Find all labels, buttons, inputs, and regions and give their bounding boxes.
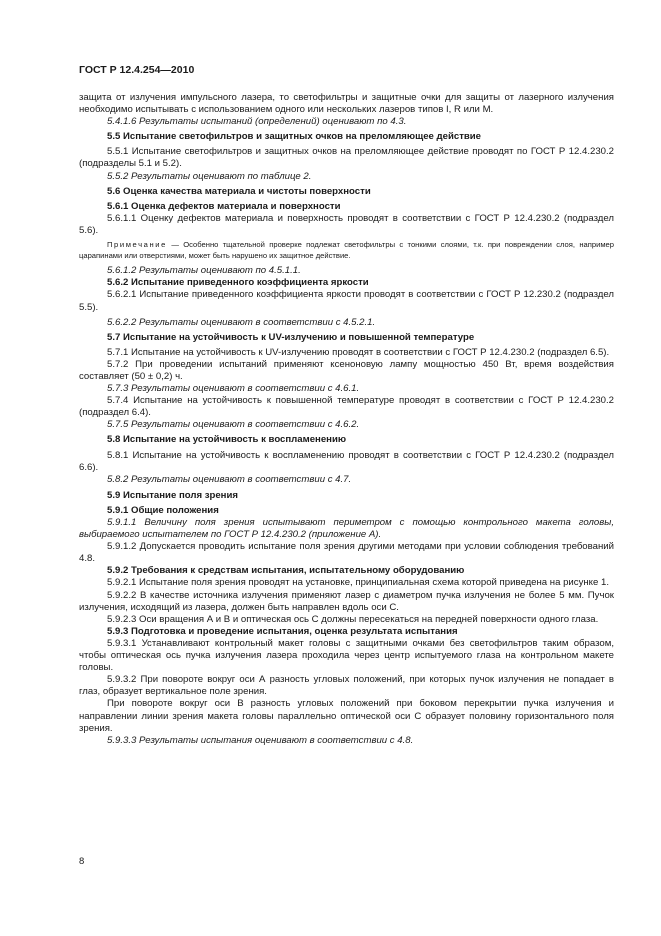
note [79, 240, 614, 261]
paragraph: 5.9.2.3 Оси вращения А и В и оптическая ось С должны пересекаться на передней поверхности одного глаза. [107, 613, 599, 625]
paragraph: 5.9.2.1 Испытание поля зрения проводят на установке, принципиальная схема которой приведена на рисунке 1. [107, 577, 609, 589]
paragraph: 5.4.1.6 Результаты испытаний (определений) оценивают по 4.3. [107, 116, 407, 128]
paragraph: 5.9.3.1 Устанавливают контрольный макет головы с защитными очками без светофильтров таким образом, чтобы оптическая ось пучка излучения лазера проходила через центр испытуемого глаза на контрольном макете головы. [79, 637, 614, 674]
document-header: ГОСТ Р 12.4.254—2010 [79, 64, 195, 76]
paragraph: 5.9.3.3 Результаты испытания оценивают в соответствии с 4.8. [107, 734, 414, 746]
subsection-heading: 5.6.2 Испытание приведенного коэффициента яркости [107, 277, 369, 289]
section-heading: 5.9 Испытание поля зрения [107, 489, 238, 501]
subsection-heading: 5.9.1 Общие положения [107, 504, 219, 516]
paragraph: 5.9.1.2 Допускается проводить испытание поля зрения другими методами при условии соблюдения требований 4.8. [79, 541, 614, 565]
paragraph: 5.9.1.1 Величину поля зрения испытывают периметром с помощью контрольного макета головы, выбираемого испытателем по ГОСТ Р 12.4.230.2 (приложение А). [79, 517, 614, 541]
paragraph: 5.7.1 Испытание на устойчивость к UV-излучению проводят в соответствии с ГОСТ Р 12.4.230.2 (подраздел 6.5). [107, 346, 610, 358]
section-heading: 5.7 Испытание на устойчивость к UV-излучению и повышенной температуре [107, 331, 475, 343]
paragraph: 5.5.2 Результаты оценивают по таблице 2. [107, 170, 312, 182]
section-heading: 5.6 Оценка качества материала и чистоты поверхности [107, 185, 371, 197]
paragraph: 5.9.3.2 При повороте вокруг оси А разность угловых положений, при которых пучок излучения не попадает в глаз, образует вертикальное поле зрения. [79, 674, 614, 698]
paragraph: 5.6.2.2 Результаты оценивают в соответствии с 4.5.2.1. [107, 316, 376, 328]
note-text: — Особенно тщательной проверке подлежат светофильтры с тонкими слоями, т.к. при повреждении слоя, например царапинами или отверстиями, может быть нарушено их защитное действие. [79, 240, 614, 260]
paragraph: 5.5.1 Испытание светофильтров и защитных очков на преломляющее действие проводят по ГОСТ Р 12.4.230.2 (подразделы 5.1 и 5.2). [79, 146, 614, 170]
paragraph: 5.8.2 Результаты оценивают в соответствии с 4.7. [107, 473, 352, 485]
paragraph: 5.6.1.1 Оценку дефектов материала и поверхность проводят в соответствии с ГОСТ Р 12.4.230.2 (подраздел 5.6). [79, 212, 614, 236]
paragraph: 5.7.5 Результаты оценивают в соответствии с 4.6.2. [107, 419, 360, 431]
subsection-heading: 5.6.1 Оценка дефектов материала и поверхности [107, 200, 341, 212]
paragraph: 5.8.1 Испытание на устойчивость к воспламенению проводят в соответствии с ГОСТ Р 12.4.230.2 (подраздел 6.6). [79, 449, 614, 473]
note-label: Примечание [107, 240, 167, 250]
paragraph: 5.9.2.2 В качестве источника излучения применяют лазер с диаметром пучка излучения не более 5 мм. Пучок излучения, исходящий из лазера, должен быть направлен вдоль оси С. [79, 589, 614, 613]
paragraph: 5.7.4 Испытание на устойчивость к повышенной температуре проводят в соответствии с ГОСТ Р 12.4.230.2 (подраздел 6.4). [79, 395, 614, 419]
section-heading: 5.8 Испытание на устойчивость к воспламенению [107, 434, 347, 446]
subsection-heading: 5.9.3 Подготовка и проведение испытания, оценка результата испытания [107, 625, 458, 637]
paragraph: 5.6.2.1 Испытание приведенного коэффициента яркости проводят в соответствии с ГОСТ Р 12.230.2 (подраздел 5.5). [79, 289, 614, 313]
paragraph: 5.7.3 Результаты оценивают в соответствии с 4.6.1. [107, 383, 360, 395]
paragraph: При повороте вокруг оси В разность угловых положений при боковом перекрытии пучка излучения и направлении линии зрения макета головы параллельно оптической оси С образует половину горизонтального поля зрения. [79, 698, 614, 734]
document-body [79, 92, 614, 747]
section-heading: 5.5 Испытание светофильтров и защитных очков на преломляющее действие [107, 131, 482, 143]
paragraph: 5.6.1.2 Результаты оценивают по 4.5.1.1. [107, 265, 301, 277]
subsection-heading: 5.9.2 Требования к средствам испытания, испытательному оборудованию [107, 565, 465, 577]
paragraph: 5.7.2 При проведении испытаний применяют ксеноновую лампу мощностью 450 Вт, время воздействия составляет (50 ± 0,2) ч. [79, 358, 614, 382]
paragraph: защита от излучения импульсного лазера, то светофильтры и защитные очки для защиты от лазерного излучения необходимо испытывать с использованием одного или нескольких лазеров типов I, R или M. [79, 92, 614, 116]
page-number: 8 [79, 856, 85, 867]
